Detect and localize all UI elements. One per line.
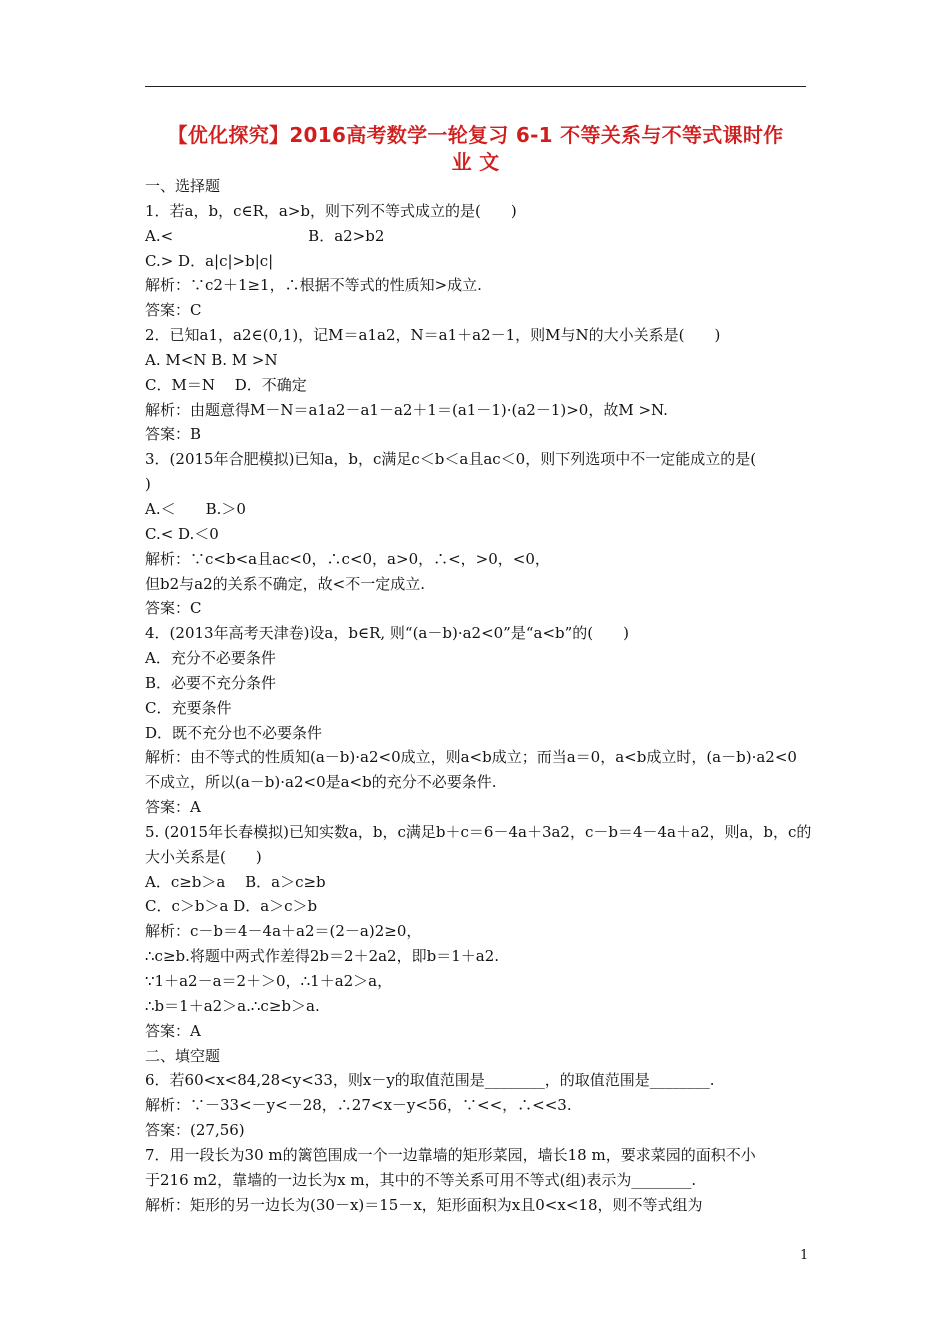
text-line: 答案：(27,56) xyxy=(145,1121,245,1140)
text-line: A.＜ B.＞0 xyxy=(145,499,246,518)
text-line: C.> D．a|c|>b|c| xyxy=(145,251,274,270)
text-line: 于216 m2，靠墙的一边长为x m，其中的不等关系可用不等式(组)表示为________. xyxy=(145,1170,697,1189)
text-line: A．c≥b＞a B．a＞c≥b xyxy=(145,872,326,891)
text-line: 但b2与a2的关系不确定，故<不一定成立. xyxy=(145,574,425,593)
text-line: 3．(2015年合肥模拟)已知a，b，c满足c＜b＜a且ac＜0，则下列选项中不一定能成立的是( xyxy=(145,450,757,469)
text-line: D．既不充分也不必要条件 xyxy=(145,723,323,742)
text-line: 一、选择题 xyxy=(145,177,221,195)
text-line: 4．(2013年高考天津卷)设a，b∈R, 则“(a－b)·a2<0”是“a<b”的( ) xyxy=(145,624,630,643)
text-line: C.< D.＜0 xyxy=(145,524,219,543)
title-line-1: 【优化探究】2016高考数学一轮复习 6-1 不等关系与不等式课时作 xyxy=(167,123,784,147)
text-line: 不成立，所以(a－b)·a2<0是a<b的充分不必要条件. xyxy=(145,773,497,792)
text-line: A.< B．a2>b2 xyxy=(145,226,385,245)
text-line: 大小关系是( ) xyxy=(145,847,262,866)
header-rule xyxy=(145,86,806,87)
text-line: 2．已知a1，a2∈(0,1)，记M＝a1a2，N＝a1＋a2－1，则M与N的大小关系是( ) xyxy=(145,326,721,345)
text-line: 解析：由不等式的性质知(a－b)·a2<0成立，则a<b成立；而当a＝0，a<b成立时，(a－b)·a2<0 xyxy=(145,748,797,767)
title-line-2: 业 文 xyxy=(451,150,500,174)
text-line: 答案：B xyxy=(145,425,202,444)
text-line: ∴c≥b.将题中两式作差得2b＝2＋2a2，即b＝1＋a2. xyxy=(145,947,500,966)
text-line: 解析：由题意得M－N＝a1a2－a1－a2＋1＝(a1－1)·(a2－1)>0，故M >N. xyxy=(145,400,668,419)
text-line: 解析：矩形的另一边长为(30－x)＝15－x，矩形面积为x且0<x<18，则不等式组为 xyxy=(145,1195,703,1214)
text-line: 解析：∵c2＋1≥1，∴根据不等式的性质知>成立. xyxy=(145,276,482,295)
text-line: 解析：∵－33<－y<－28，∴27<x－y<56，∵<<，∴<<3. xyxy=(145,1096,572,1115)
text-line: 答案：C xyxy=(145,599,202,618)
text-line: A. M<N B. M >N xyxy=(145,350,278,369)
text-line: A．充分不必要条件 xyxy=(145,649,276,668)
document-title xyxy=(140,122,811,176)
text-line: B．必要不充分条件 xyxy=(145,673,277,692)
text-line: 7．用一段长为30 m的篱笆围成一个一边靠墙的矩形菜园，墙长18 m，要求菜园的面积不小 xyxy=(145,1145,756,1164)
text-line: 解析：∵c<b<a且ac<0，∴c<0，a>0，∴<，>0，<0， xyxy=(145,549,550,568)
text-line: C．M＝N D．不确定 xyxy=(145,375,307,394)
text-line: 6．若60<x<84,28<y<33，则x－y的取值范围是________，的取值范围是________. xyxy=(145,1071,715,1090)
text-line: 1．若a，b，c∈R，a>b，则下列不等式成立的是( ) xyxy=(145,201,517,220)
text-line: 答案：A xyxy=(145,1021,201,1040)
text-line: 5. (2015年长春模拟)已知实数a，b，c满足b＋c＝6－4a＋3a2，c－b＝4－4a＋a2，则a，b，c的 xyxy=(145,822,812,841)
text-line: C．c＞b＞a D．a＞c＞b xyxy=(145,897,318,916)
text-line: 答案：C xyxy=(145,301,202,320)
text-line: 二、填空题 xyxy=(145,1046,221,1065)
text-line: ∵1＋a2－a＝2＋＞0，∴1＋a2＞a， xyxy=(145,972,393,990)
page-number: 1 xyxy=(800,1248,809,1263)
document-body xyxy=(145,174,810,1217)
text-line: ∴b＝1＋a2＞a.∴c≥b＞a. xyxy=(145,996,320,1015)
text-line: ) xyxy=(145,475,151,494)
text-line: 解析：c－b＝4－4a＋a2＝(2－a)2≥0， xyxy=(145,922,422,941)
text-line: C．充要条件 xyxy=(145,698,232,717)
text-line: 答案：A xyxy=(145,798,201,817)
